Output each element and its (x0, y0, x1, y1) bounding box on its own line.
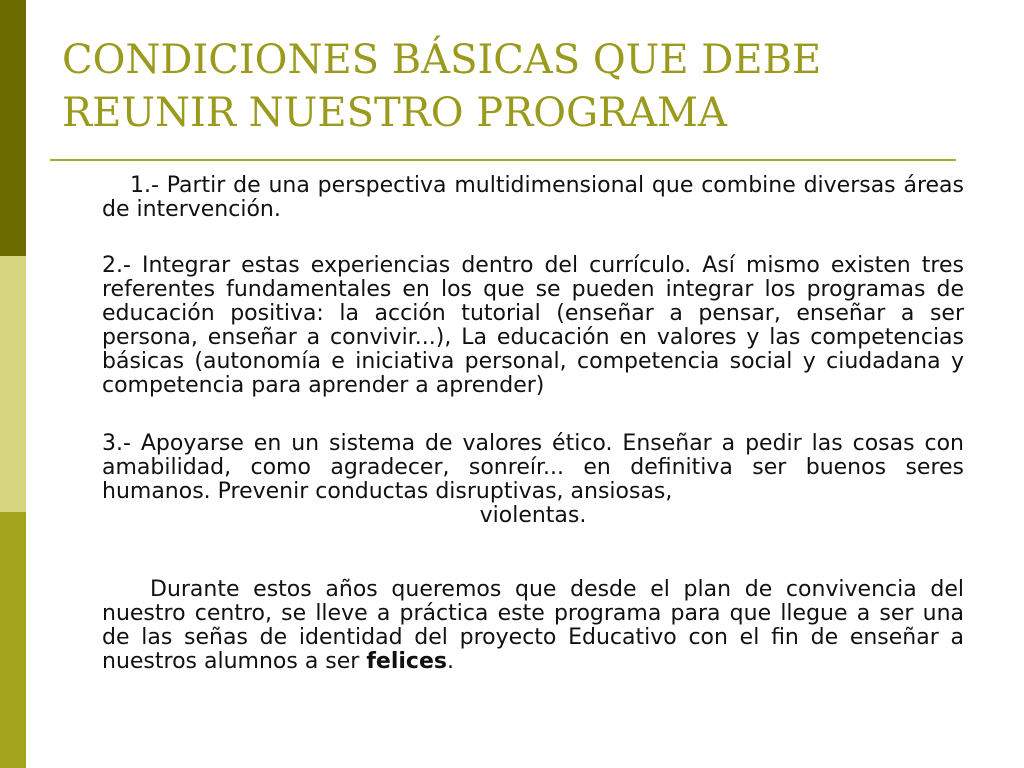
condition-1: 1.- Partir de una perspectiva multidimensional que combine diversas áreas de intervención. (102, 173, 964, 222)
side-bar-top (0, 0, 26, 256)
condition-3-last-line: violentas. (479, 503, 587, 528)
slide-body (102, 174, 964, 674)
closing-emphasis: felices (366, 649, 447, 674)
closing-text: Durante estos años queremos que desde el plan de convivencia del nuestro centro, se lleve a práctica este programa para que llegue a ser una de las señas de identidad del proyecto Educativo con el fin de enseñar a nuestros alumnos a ser (102, 577, 964, 674)
slide-title (62, 34, 962, 140)
condition-3: 3.- Apoyarse en un sistema de valores ético. Enseñar a pedir las cosas con amabilidad, como agradecer, sonreír... en definitiva ser buenos seres humanos. Prevenir conductas disruptivas, ansiosas, (102, 431, 964, 504)
side-bar-bottom (0, 512, 26, 768)
side-bar-middle (0, 256, 26, 512)
slide-title-line-2: REUNIR NUESTRO PROGRAMA (62, 90, 727, 136)
closing-period: . (446, 649, 454, 674)
title-divider (50, 159, 956, 161)
slide-title-line-1: CONDICIONES BÁSICAS QUE DEBE (62, 37, 822, 83)
condition-2: 2.- Integrar estas experiencias dentro del currículo. Así mismo existen tres referentes fundamentales en los que se pueden integrar los programas de educación positiva: la acción tutorial (enseñar a pensar, enseñar a ser persona, enseñar a convivir...), La educación en valores y las competencias básicas (autonomía e iniciativa personal, competencia social y ciudadana y competencia para aprender a aprender) (102, 253, 964, 398)
closing-paragraph (102, 578, 964, 674)
